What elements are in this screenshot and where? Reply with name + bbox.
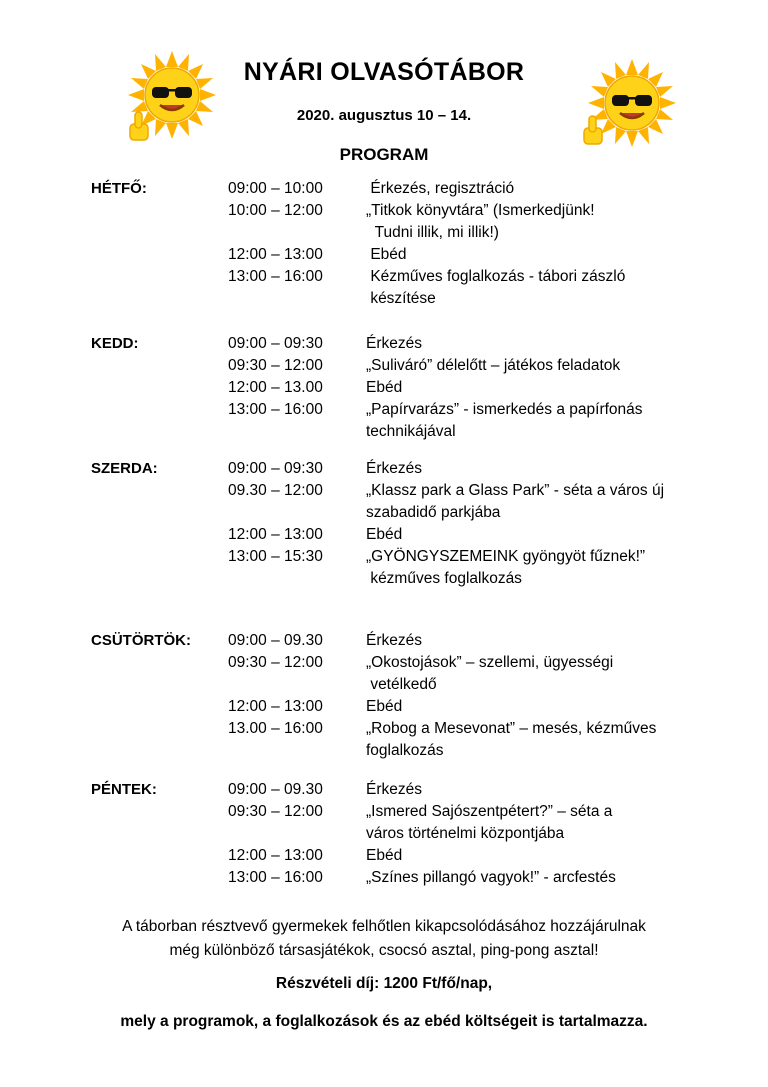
time-slot: 13:00 – 15:30 (228, 548, 323, 565)
schedule-row (0, 266, 768, 310)
schedule-row (0, 333, 768, 355)
schedule-row (0, 399, 768, 443)
time-slot: 13:00 – 16:00 (228, 401, 323, 418)
schedule-row (0, 801, 768, 845)
activity: Érkezés, regisztráció (366, 180, 515, 197)
time-slot: 09:00 – 09.30 (228, 781, 323, 798)
time-slot: 09:30 – 12:00 (228, 357, 323, 374)
time-slot: 13:00 – 16:00 (228, 869, 323, 886)
time-slot: 09:00 – 09:30 (228, 460, 323, 477)
time-slot: 12:00 – 13:00 (228, 847, 323, 864)
activity: Ebéd (366, 698, 403, 715)
schedule-row (0, 696, 768, 718)
day-label: PÉNTEK: (91, 781, 157, 798)
day-label: HÉTFŐ: (91, 180, 147, 197)
day-label: CSÜTÖRTÖK: (91, 632, 191, 649)
time-slot: 13:00 – 16:00 (228, 268, 323, 285)
time-slot: 09:00 – 10:00 (228, 180, 323, 197)
activity: Érkezés (366, 335, 422, 352)
time-slot: 09:30 – 12:00 (228, 803, 323, 820)
schedule-row (0, 652, 768, 696)
activity: „Robog a Mesevonat” – mesés, kézműves foglalkozás (366, 720, 657, 759)
activity: „Klassz park a Glass Park” - séta a város új szabadidő parkjába (366, 482, 665, 521)
footer-line: A táborban résztvevő gyermekek felhőtlen kikapcsolódásához hozzájárulnak (122, 918, 646, 935)
schedule-row (0, 546, 768, 590)
time-slot: 12:00 – 13:00 (228, 526, 323, 543)
time-slot: 12:00 – 13.00 (228, 379, 323, 396)
activity: „Papírvarázs” - ismerkedés a papírfonás technikájával (366, 401, 643, 440)
schedule-row (0, 845, 768, 867)
schedule-row (0, 200, 768, 244)
time-slot: 09:00 – 09:30 (228, 335, 323, 352)
program-heading: PROGRAM (339, 145, 429, 164)
activity: „Okostojások” – szellemi, ügyességi vetélkedő (366, 654, 614, 693)
time-slot: 09:00 – 09.30 (228, 632, 323, 649)
time-slot: 13.00 – 16:00 (228, 720, 323, 737)
schedule-row (0, 458, 768, 480)
activity: „Színes pillangó vagyok!” - arcfestés (366, 869, 616, 886)
page-title: NYÁRI OLVASÓTÁBOR (243, 58, 525, 86)
time-slot: 09.30 – 12:00 (228, 482, 323, 499)
schedule-row (0, 178, 768, 200)
activity: Érkezés (366, 460, 422, 477)
camp-date: 2020. augusztus 10 – 14. (296, 107, 472, 124)
activity: „Suliváró” délelőtt – játékos feladatok (366, 357, 621, 374)
schedule-row (0, 377, 768, 399)
activity: „Titkok könyvtára” (Ismerkedjünk! Tudni illik, mi illik!) (366, 202, 595, 241)
footer-note (0, 915, 768, 963)
schedule-row (0, 524, 768, 546)
activity: Ebéd (366, 379, 403, 396)
activity: Érkezés (366, 632, 422, 649)
activity: „Ismered Sajószentpétert?” – séta a város történelmi központjába (366, 803, 613, 842)
day-label: SZERDA: (91, 460, 158, 477)
time-slot: 12:00 – 13:00 (228, 246, 323, 263)
activity: Kézműves foglalkozás - tábori zászló készítése (370, 268, 626, 307)
activity: Ebéd (366, 526, 403, 543)
fee-includes: mely a programok, a foglalkozások és az ebéd költségeit is tartalmazza. (120, 1013, 648, 1030)
time-slot: 09:30 – 12:00 (228, 654, 323, 671)
participation-fee: Részvételi díj: 1200 Ft/fő/nap, (275, 975, 493, 992)
activity: „GYÖNGYSZEMEINK gyöngyöt fűznek!” kézműves foglalkozás (366, 548, 646, 587)
footer-line: még különböző társasjátékok, csocsó asztal, ping-pong asztal! (169, 942, 599, 959)
activity: Ebéd (366, 847, 403, 864)
schedule-row (0, 630, 768, 652)
schedule-row (0, 244, 768, 266)
activity: Ebéd (366, 246, 407, 263)
day-label: KEDD: (91, 335, 139, 352)
time-slot: 12:00 – 13:00 (228, 698, 323, 715)
time-slot: 10:00 – 12:00 (228, 202, 323, 219)
schedule-row (0, 867, 768, 889)
schedule-row (0, 718, 768, 762)
schedule-row (0, 355, 768, 377)
schedule-row (0, 480, 768, 524)
activity: Érkezés (366, 781, 422, 798)
schedule-row (0, 779, 768, 801)
